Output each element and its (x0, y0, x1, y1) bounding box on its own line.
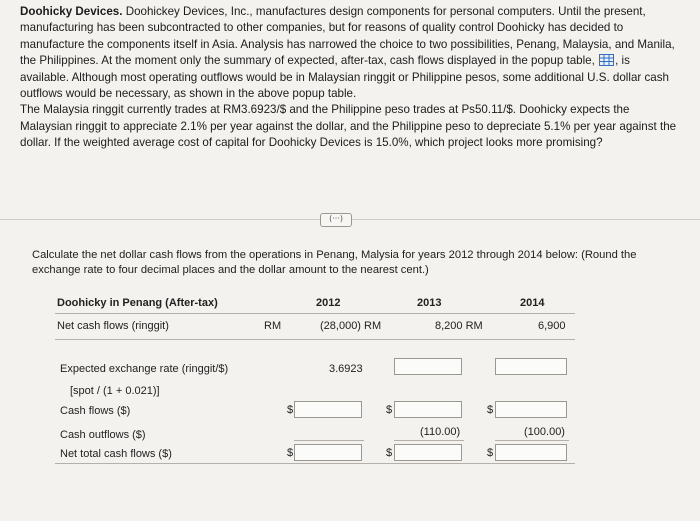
exchange-rate-input-2014[interactable] (495, 358, 567, 375)
net-total-input-2012[interactable] (294, 444, 362, 461)
problem-line: manufacturing has been subcontracted to other companies, but for reasons of quality control Doohicky has decided to (20, 21, 624, 35)
dollar-sign: $ (386, 404, 393, 416)
cash-outflows-label: Cash outflows ($) (60, 429, 146, 441)
problem-line: The Malaysia ringgit currently trades at RM3.6923/$ and the Philippine peso trades at Ps50.11/$. Doohicky expects the (20, 103, 630, 117)
exchange-rate-2012: 3.6923 (329, 363, 363, 375)
dollar-sign: $ (487, 404, 494, 416)
table-title: Doohicky in Penang (After-tax) (57, 297, 218, 309)
bottom-rule (55, 463, 575, 464)
problem-line: available. Although most operating outflows would be in Malaysian ringgit or Philippine pesos, some additional U.S. dollar cash (20, 70, 669, 84)
net-total-input-2014[interactable] (495, 444, 567, 461)
cash-flows-label: Cash flows ($) (60, 405, 131, 417)
header-rule (55, 313, 575, 314)
problem-line: , is (615, 54, 630, 68)
cash-outflow-2013: (110.00) (420, 426, 461, 438)
sum-rule (394, 440, 464, 441)
problem-line: the Philippines. At the moment only the summary of expected, after-tax, cash flows displayed in the popup table, (20, 54, 595, 68)
exchange-rate-label: Expected exchange rate (ringgit/$) (60, 363, 229, 375)
problem-line: Malaysian ringgit to appreciate 2.1% per year against the dollar, and the Philippine peso to depreciate 5.1% per year against the (20, 119, 677, 133)
dollar-sign: $ (287, 447, 294, 459)
net-cash-flow-2012: (28,000) RM (320, 320, 382, 332)
problem-line: Doohickey Devices, Inc., manufactures design components for personal computers. Until the present, (125, 5, 646, 18)
net-total-input-2013[interactable] (394, 444, 462, 461)
dollar-sign: $ (386, 447, 393, 459)
year-header-2013: 2013 (417, 297, 442, 309)
net-cash-flow-2014: 6,900 (538, 320, 566, 332)
problem-line: outflows would be necessary, as shown in the above popup table. (20, 87, 357, 101)
instruction-text: Calculate the net dollar cash flows from the operations in Penang, Malysia for years 2012 through 2014 below: (Round the exchange rate to four decimal places and the dollar amount to the nearest cent.) (32, 249, 637, 276)
cash-outflow-2014: (100.00) (524, 426, 565, 438)
problem-line: dollar. If the weighted average cost of capital for Doohicky Devices is 15.0%, which project looks more promising? (20, 136, 603, 150)
sum-rule (495, 440, 569, 441)
year-header-2012: 2012 (316, 297, 341, 309)
dollar-sign: $ (287, 404, 294, 416)
problem-title: Doohicky Devices. (20, 5, 123, 18)
exchange-rate-input-2013[interactable] (394, 358, 462, 375)
sum-rule (294, 440, 364, 441)
net-cash-flows-label: Net cash flows (ringgit) (57, 320, 169, 332)
currency-rm: RM (264, 320, 282, 332)
dollar-sign: $ (487, 447, 494, 459)
net-cash-flow-2013: 8,200 RM (435, 320, 483, 332)
net-total-label: Net total cash flows ($) (60, 448, 172, 460)
cash-flows-input-2012[interactable] (294, 401, 362, 418)
cash-flows-input-2014[interactable] (495, 401, 567, 418)
expand-more-button[interactable]: (···) (320, 213, 352, 227)
problem-line: manufacture the components itself in Asia. Analysis has narrowed the choice to two possibilities, Penang, Malaysia, and Manila, (20, 37, 675, 51)
row-rule (55, 339, 575, 340)
year-header-2014: 2014 (520, 297, 545, 309)
exchange-rate-formula: [spot / (1 + 0.021)] (70, 385, 160, 397)
cash-flows-input-2013[interactable] (394, 401, 462, 418)
